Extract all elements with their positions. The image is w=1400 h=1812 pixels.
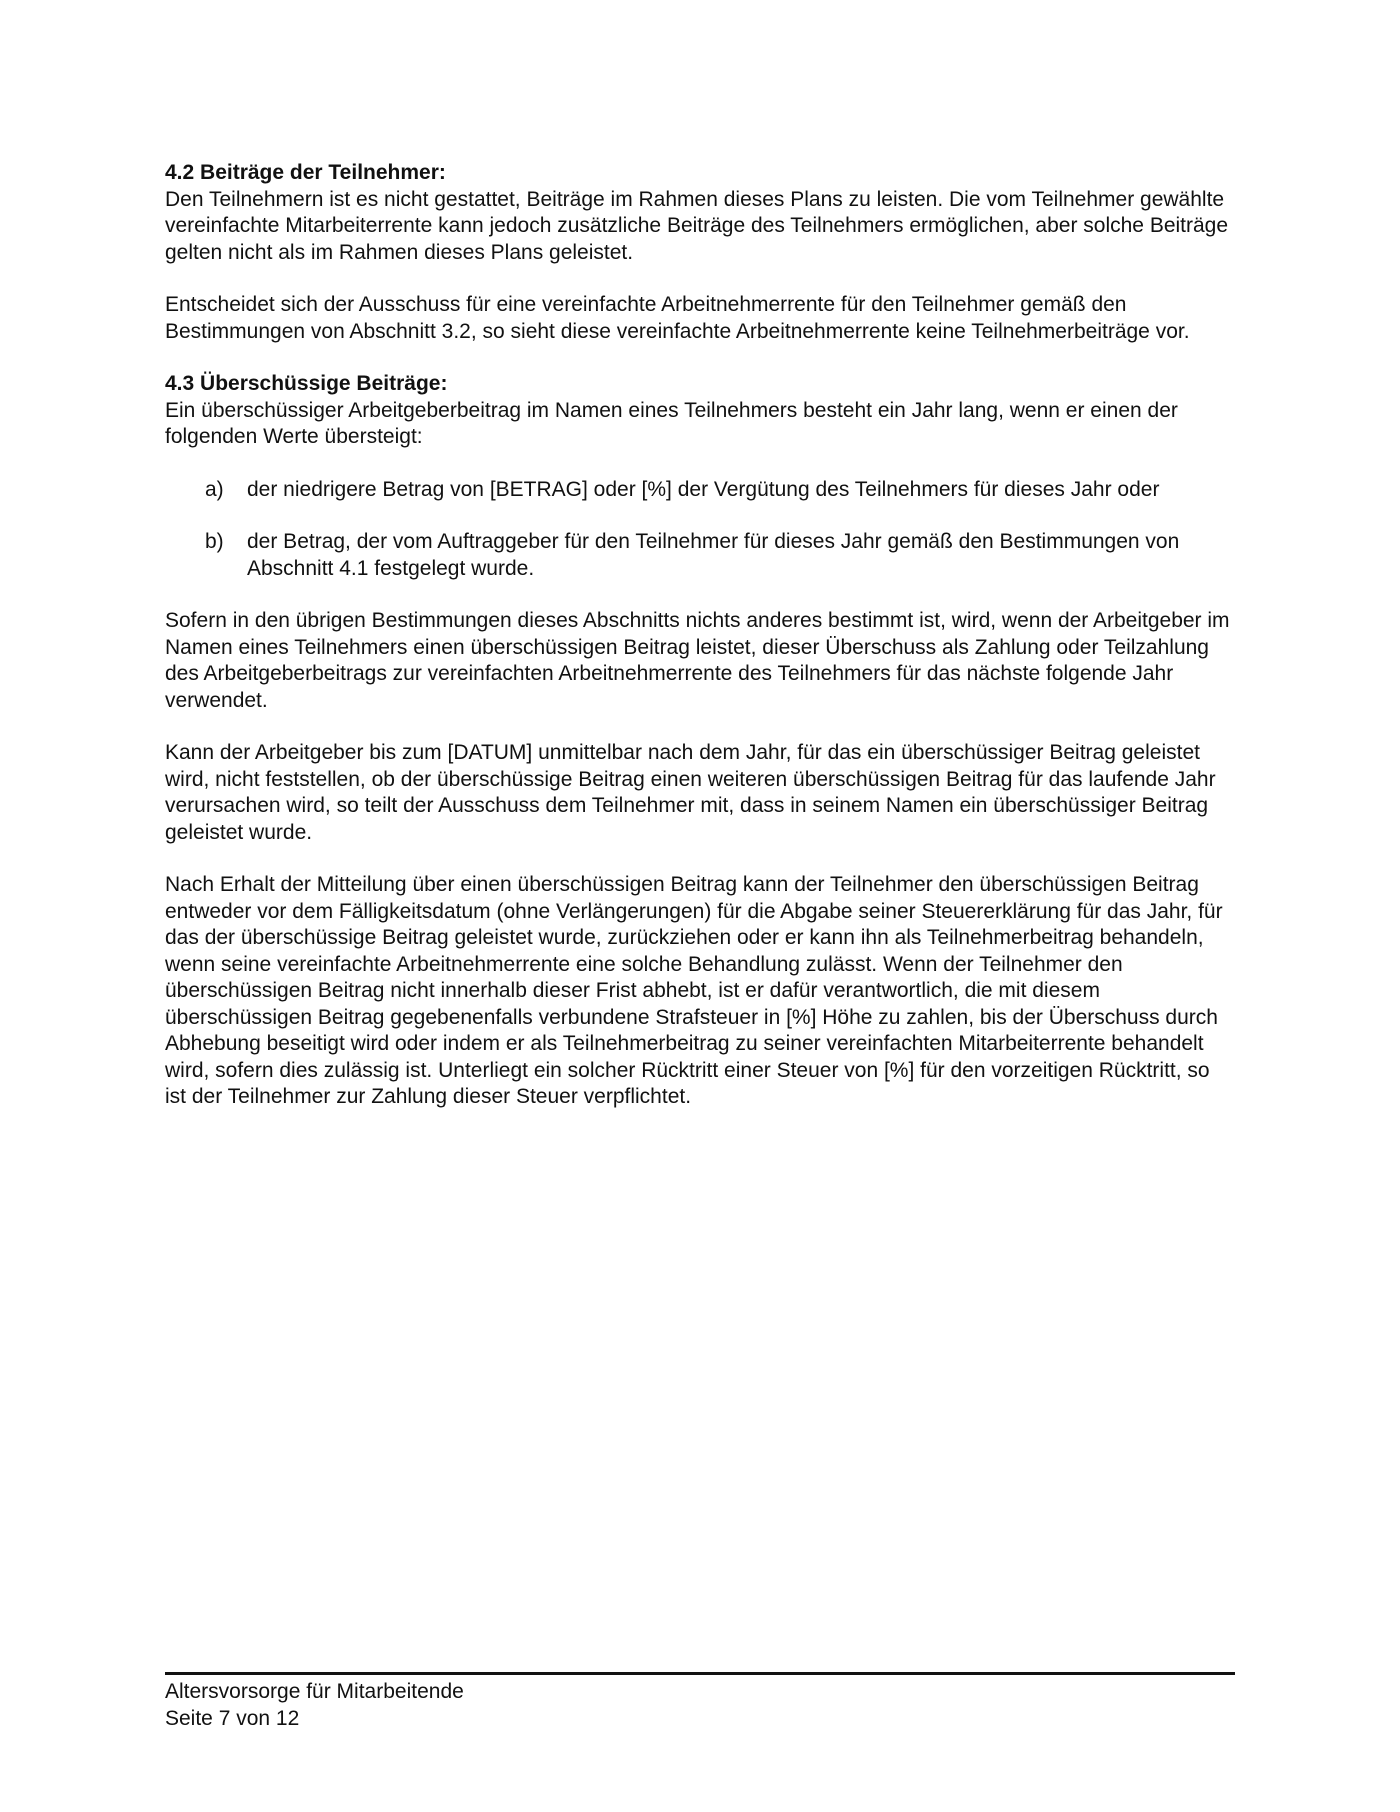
section-heading: 4.2 Beiträge der Teilnehmer: xyxy=(165,161,446,184)
paragraph: Sofern in den übrigen Bestimmungen dieses Abschnitts nichts anderes bestimmt ist, wird, wenn der Arbeitgeber im Namen eines Teilnehmers einen überschüssigen Beitrag leistet, dieser Überschuss als Zahlung oder Teilzahlung des Arbeitgeberbeitrags zur vereinfachten Arbeitnehmerrente des Teilnehmers für das nächste folgende Jahr verwendet. xyxy=(165,609,1230,712)
list-item-text: der Betrag, der vom Auftraggeber für den Teilnehmer für dieses Jahr gemäß den Bestimmungen von Abschnitt 4.1 festgelegt wurde. xyxy=(247,530,1180,580)
section-4-3 xyxy=(165,371,1235,451)
page-number: Seite 7 von 12 xyxy=(165,1707,300,1730)
page-footer xyxy=(165,1678,865,1732)
document-body xyxy=(165,160,1235,1137)
list-marker: a) xyxy=(205,477,224,501)
section-heading: 4.3 Überschüssige Beiträge: xyxy=(165,372,448,395)
paragraph: Ein überschüssiger Arbeitgeberbeitrag im Namen eines Teilnehmers besteht ein Jahr lang, wenn er einen der folgenden Werte übersteigt: xyxy=(165,398,1178,448)
criteria-list xyxy=(165,477,1235,583)
list-item xyxy=(165,529,1235,582)
paragraph: Nach Erhalt der Mitteilung über einen überschüssigen Beitrag kann der Teilnehmer den überschüssigen Beitrag entweder vor dem Fälligkeitsdatum (ohne Verlängerungen) für die Abgabe seiner Steuererklärung für das Jahr, für das der überschüssige Beitrag geleistet wurde, zurückziehen oder er kann ihn als Teilnehmerbeitrag behandeln, wenn seine vereinfachte Arbeitnehmerrente eine solche Behandlung zulässt. Wenn der Teilnehmer den überschüssigen Beitrag nicht innerhalb dieser Frist abhebt, ist er dafür verantwortlich, die mit diesem überschüssigen Beitrag gegebenenfalls verbundene Strafsteuer in [%] Höhe zu zahlen, bis der Überschuss durch Abhebung beseitigt wird oder indem er als Teilnehmerbeitrag zu seiner vereinfachten Mitarbeiterrente behandelt wird, sofern dies zulässig ist. Unterliegt ein solcher Rücktritt einer Steuer von [%] für den vorzeitigen Rücktritt, so ist der Teilnehmer zur Zahlung dieser Steuer verpflichtet. xyxy=(165,873,1223,1108)
paragraph: Entscheidet sich der Ausschuss für eine vereinfachte Arbeitnehmerrente für den Teilnehmer gemäß den Bestimmungen von Abschnitt 3.2, so sieht diese vereinfachte Arbeitnehmerrente keine Teilnehmerbeiträge vor. xyxy=(165,293,1190,343)
paragraph: Den Teilnehmern ist es nicht gestattet, Beiträge im Rahmen dieses Plans zu leisten. Die vom Teilnehmer gewählte vereinfachte Mitarbeiterrente kann jedoch zusätzliche Beiträge des Teilnehmers ermöglichen, aber solche Beiträge gelten nicht als im Rahmen dieses Plans geleistet. xyxy=(165,187,1229,264)
section-4-2 xyxy=(165,160,1235,266)
list-item xyxy=(165,477,1235,504)
footer-title: Altersvorsorge für Mitarbeitende xyxy=(165,1680,464,1703)
list-item-text: der niedrigere Betrag von [BETRAG] oder [%] der Vergütung des Teilnehmers für dieses Jahr oder xyxy=(247,477,1160,501)
footer-divider xyxy=(165,1672,1235,1675)
list-marker: b) xyxy=(205,530,224,553)
paragraph: Kann der Arbeitgeber bis zum [DATUM] unmittelbar nach dem Jahr, für das ein überschüssiger Beitrag geleistet wird, nicht feststellen, ob der überschüssige Beitrag einen weiteren überschüssigen Beitrag für das laufende Jahr verursachen wird, so teilt der Ausschuss dem Teilnehmer mit, dass in seinem Namen ein überschüssiger Beitrag geleistet wurde. xyxy=(165,741,1216,844)
